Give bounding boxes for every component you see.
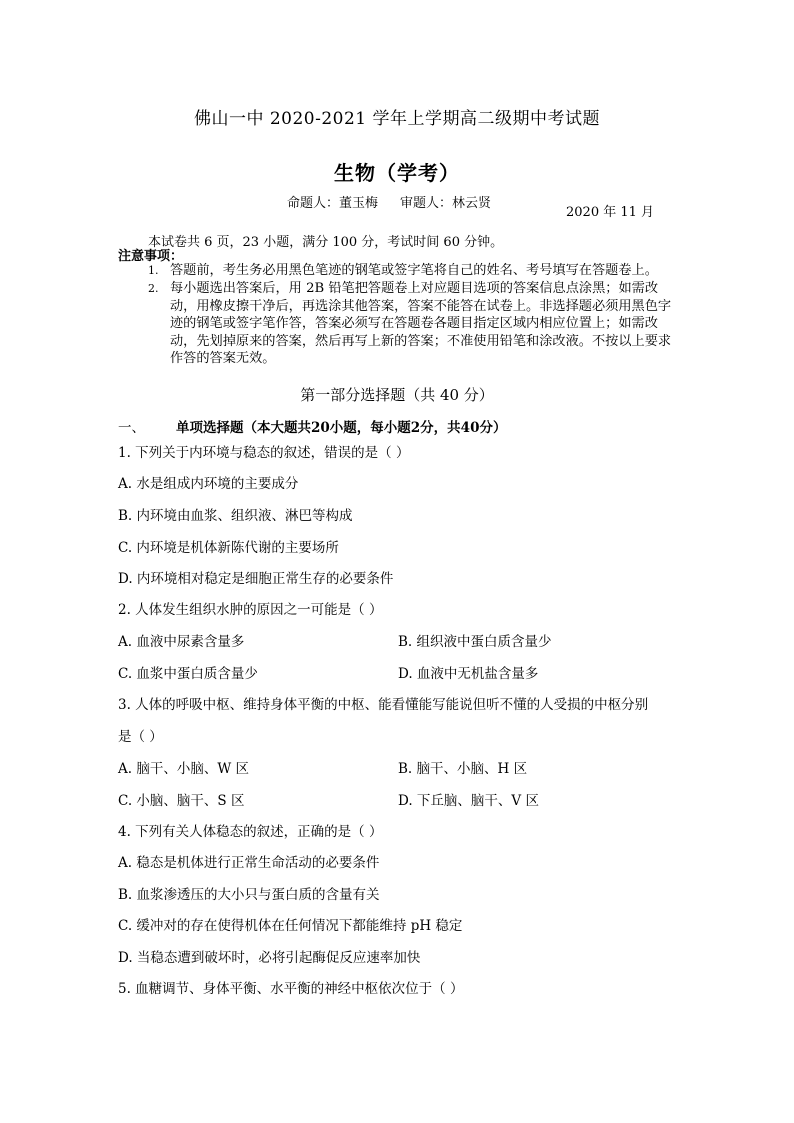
question-2-option-b: B. 组织液中蛋白质含量少	[398, 634, 552, 650]
part-title: 第一部分选择题（共 40 分）	[300, 386, 494, 404]
note-number: 2.	[148, 282, 159, 295]
question-3-stem: 3. 人体的呼吸中枢、维持身体平衡的中枢、能看懂能写能说但听不懂的人受损的中枢分别	[118, 697, 649, 713]
question-1-stem: 1. 下列关于内环境与稳态的叙述，错误的是（ ）	[118, 445, 410, 461]
section-title: 单项选择题（本大题共20小题，每小题2分，共40分）	[176, 420, 507, 436]
notes-title: 注意事项：	[118, 249, 184, 264]
note-text: 每小题选出答案后，用 2B 铅笔把答题卷上对应题目选项的答案信息点涂黑；如需改动，用橡皮擦干净后，再选涂其他答案，答案不能答在试卷上。非选择题必须用黑色字迹的钢笔或签字笔作答，答案必须写在答题卷各题目指定区域内相应位置上；如需改动，先划掉原来的答案，然后再写上新的答案；不准使用铅笔和涂改液。不按以上要求作答的答案无效。	[170, 281, 672, 366]
subject-title: 生物（学考）	[334, 161, 460, 185]
question-2-option-d: D. 血液中无机盐含量多	[398, 666, 539, 682]
question-3-option-c: C. 小脑、脑干、S 区	[118, 793, 245, 809]
exam-title: 佛山一中 2020-2021 学年上学期高二级期中考试题	[193, 109, 601, 129]
question-1-option-b: B. 内环境由血浆、组织液、淋巴等构成	[118, 508, 353, 524]
exam-date: 2020 年 11 月	[566, 205, 655, 220]
exam-intro: 本试卷共 6 页，23 小题，满分 100 分，考试时间 60 分钟。	[148, 235, 504, 250]
question-3-option-d: D. 下丘脑、脑干、V 区	[398, 793, 539, 809]
note-text: 答题前，考生务必用黑色笔迹的钢笔或签字笔将自己的姓名、考号填写在答题卷上。	[170, 263, 658, 278]
question-2-option-c: C. 血浆中蛋白质含量少	[118, 666, 258, 682]
question-2-option-a: A. 血液中尿素含量多	[118, 634, 245, 650]
section-heading	[118, 416, 506, 436]
question-4-option-c: C. 缓冲对的存在使得机体在任何情况下都能维持 pH 稳定	[118, 918, 463, 934]
question-4-option-a: A. 稳态是机体进行正常生命活动的必要条件	[118, 855, 380, 871]
question-3-option-b: B. 脑干、小脑、H 区	[398, 761, 528, 777]
question-1-option-d: D. 内环境相对稳定是细胞正常生存的必要条件	[118, 571, 394, 587]
question-1-option-c: C. 内环境是机体新陈代谢的主要场所	[118, 540, 339, 556]
question-5-stem: 5. 血糖调节、身体平衡、水平衡的神经中枢依次位于（ ）	[118, 981, 464, 997]
question-reviewer: 审题人：林云贤	[400, 196, 492, 211]
note-item	[148, 262, 678, 280]
question-2-stem: 2. 人体发生组织水肿的原因之一可能是（ ）	[118, 602, 383, 618]
section-number: 一、	[118, 420, 145, 436]
question-3-option-a: A. 脑干、小脑、W 区	[118, 761, 249, 777]
question-4-stem: 4. 下列有关人体稳态的叙述，正确的是（ ）	[118, 824, 383, 840]
question-3-stem-continued: 是（ ）	[118, 729, 163, 745]
question-setter: 命题人：董玉梅	[287, 196, 379, 211]
question-4-option-b: B. 血浆渗透压的大小只与蛋白质的含量有关	[118, 887, 380, 903]
authors-line	[287, 192, 491, 211]
question-4-option-d: D. 当稳态遭到破坏时，必将引起酶促反应速率加快	[118, 950, 421, 966]
question-1-option-a: A. 水是组成内环境的主要成分	[118, 476, 299, 492]
note-item	[148, 280, 678, 368]
note-number: 1.	[148, 264, 159, 277]
